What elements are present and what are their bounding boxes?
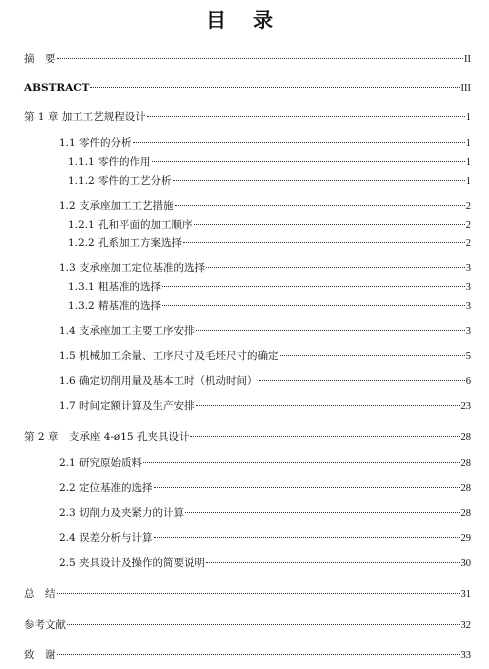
toc-entry-page: 31 — [460, 589, 471, 600]
toc-entry-1-1[interactable] — [59, 136, 471, 151]
toc-entry-1-3[interactable] — [59, 261, 471, 276]
dot-leader — [183, 242, 465, 243]
dot-leader — [194, 224, 465, 225]
toc-entry-label: 1.6 确定切削用量及基本工时（机动时间） — [59, 375, 258, 387]
toc-entry-page: 1 — [465, 112, 471, 123]
dot-leader — [143, 462, 459, 463]
dot-leader — [133, 142, 465, 143]
toc-entry-page: III — [460, 83, 471, 94]
toc-entry-acknowledgements[interactable] — [24, 648, 471, 663]
dot-leader — [152, 161, 465, 162]
toc-entry-label: 1.5 机械加工余量、工序尺寸及毛坯尺寸的确定 — [59, 350, 279, 362]
toc-entry-1-7[interactable] — [59, 399, 471, 414]
toc-entry-1-1-1[interactable] — [68, 155, 471, 170]
toc-entry-page: 29 — [460, 533, 471, 544]
toc-entry-2-2[interactable] — [59, 481, 471, 496]
toc-entry-page: 33 — [460, 650, 471, 661]
toc-entry-2-3[interactable] — [59, 506, 471, 521]
dot-leader — [162, 305, 465, 306]
toc-entry-page: 30 — [460, 558, 471, 569]
toc-entry-2-5[interactable] — [59, 556, 471, 571]
toc-entry-page: 3 — [465, 301, 471, 312]
toc-entry-label: 2.4 误差分析与计算 — [59, 532, 153, 544]
dot-leader — [154, 537, 460, 538]
toc-entry-page: 3 — [465, 263, 471, 274]
toc-entry-chapter-2[interactable] — [24, 430, 471, 445]
dot-leader — [147, 116, 465, 117]
dot-leader — [206, 267, 465, 268]
dot-leader — [196, 330, 465, 331]
toc-entry-page: 2 — [465, 201, 471, 212]
dot-leader — [196, 405, 460, 406]
toc-entry-references[interactable] — [24, 618, 471, 633]
dot-leader — [57, 593, 460, 594]
toc-entry-page: 23 — [460, 401, 471, 412]
toc-entry-label: 总 结 — [24, 588, 56, 600]
dot-leader — [162, 286, 465, 287]
dot-leader — [57, 58, 464, 59]
dot-leader — [154, 487, 460, 488]
toc-entry-page: 1 — [465, 138, 471, 149]
toc-entry-2-1[interactable] — [59, 456, 471, 471]
toc-entry-label: 参考文献 — [24, 619, 66, 631]
toc-entry-chapter-1[interactable] — [24, 110, 471, 125]
toc-entry-2-4[interactable] — [59, 531, 471, 546]
toc-entry-page: II — [464, 54, 471, 65]
toc-entry-page: 1 — [465, 157, 471, 168]
toc-entry-1-3-1[interactable] — [68, 280, 471, 295]
toc-entry-page: 28 — [460, 432, 471, 443]
toc-entry-label: 2.2 定位基准的选择 — [59, 482, 153, 494]
toc-entry-page: 6 — [465, 376, 471, 387]
dot-leader — [280, 355, 465, 356]
toc-entry-page: 2 — [465, 220, 471, 231]
toc-entry-label: 2.1 研究原始质料 — [59, 457, 143, 469]
toc-entry-abstract-en[interactable] — [24, 81, 471, 96]
dot-leader — [206, 562, 459, 563]
toc-entry-label: 第 2 章 支承座 4-ø15 孔夹具设计 — [24, 431, 190, 443]
toc-entry-label: 致 谢 — [24, 649, 56, 661]
toc-entry-page: 1 — [465, 176, 471, 187]
toc-entry-page: 28 — [460, 483, 471, 494]
toc-entry-page: 5 — [465, 351, 471, 362]
dot-leader — [190, 436, 459, 437]
toc-entry-label: 1.2 支承座加工工艺措施 — [59, 200, 174, 212]
dot-leader — [185, 512, 459, 513]
toc-entry-1-6[interactable] — [59, 374, 471, 389]
toc-entry-page: 28 — [460, 508, 471, 519]
toc-entry-summary[interactable] — [24, 587, 471, 602]
toc-entry-label: ABSTRACT — [24, 82, 90, 94]
toc-entry-label: 1.3.1 粗基准的选择 — [68, 281, 162, 293]
toc-entry-label: 1.3 支承座加工定位基准的选择 — [59, 262, 206, 274]
toc-entry-label: 第 1 章 加工工艺规程设计 — [24, 111, 146, 123]
toc-entry-page: 32 — [460, 620, 471, 631]
toc-entry-label: 2.3 切削力及夹紧力的计算 — [59, 507, 185, 519]
toc-entry-label: 1.3.2 精基准的选择 — [68, 300, 162, 312]
toc-entry-label: 2.5 夹具设计及操作的简要说明 — [59, 557, 206, 569]
toc-entry-abstract-cn[interactable] — [24, 52, 471, 67]
toc-entry-label: 1.2.2 孔系加工方案选择 — [68, 237, 183, 249]
toc-entry-label: 1.1 零件的分析 — [59, 137, 132, 149]
toc-entry-page: 2 — [465, 238, 471, 249]
dot-leader — [175, 205, 465, 206]
toc-entry-label: 1.2.1 孔和平面的加工顺序 — [68, 219, 193, 231]
toc-entry-1-3-2[interactable] — [68, 299, 471, 314]
dot-leader — [259, 380, 465, 381]
toc-title: 目 录 — [206, 8, 283, 32]
dot-leader — [173, 180, 465, 181]
toc-entry-label: 1.4 支承座加工主要工序安排 — [59, 325, 195, 337]
toc-entry-label: 1.1.2 零件的工艺分析 — [68, 175, 172, 187]
toc-entry-1-2-2[interactable] — [68, 236, 471, 251]
toc-entry-label: 1.1.1 零件的作用 — [68, 156, 151, 168]
toc-entry-page: 28 — [460, 458, 471, 469]
toc-entry-label: 1.7 时间定额计算及生产安排 — [59, 400, 195, 412]
dot-leader — [90, 87, 459, 88]
dot-leader — [67, 624, 460, 625]
toc-entry-page: 3 — [465, 326, 471, 337]
toc-entry-page: 3 — [465, 282, 471, 293]
toc-entry-1-2-1[interactable] — [68, 218, 471, 233]
dot-leader — [57, 654, 460, 655]
toc-entry-1-4[interactable] — [59, 324, 471, 339]
toc-entry-1-1-2[interactable] — [68, 174, 471, 189]
toc-entry-1-5[interactable] — [59, 349, 471, 364]
toc-entry-1-2[interactable] — [59, 199, 471, 214]
toc-entry-label: 摘 要 — [24, 53, 56, 65]
